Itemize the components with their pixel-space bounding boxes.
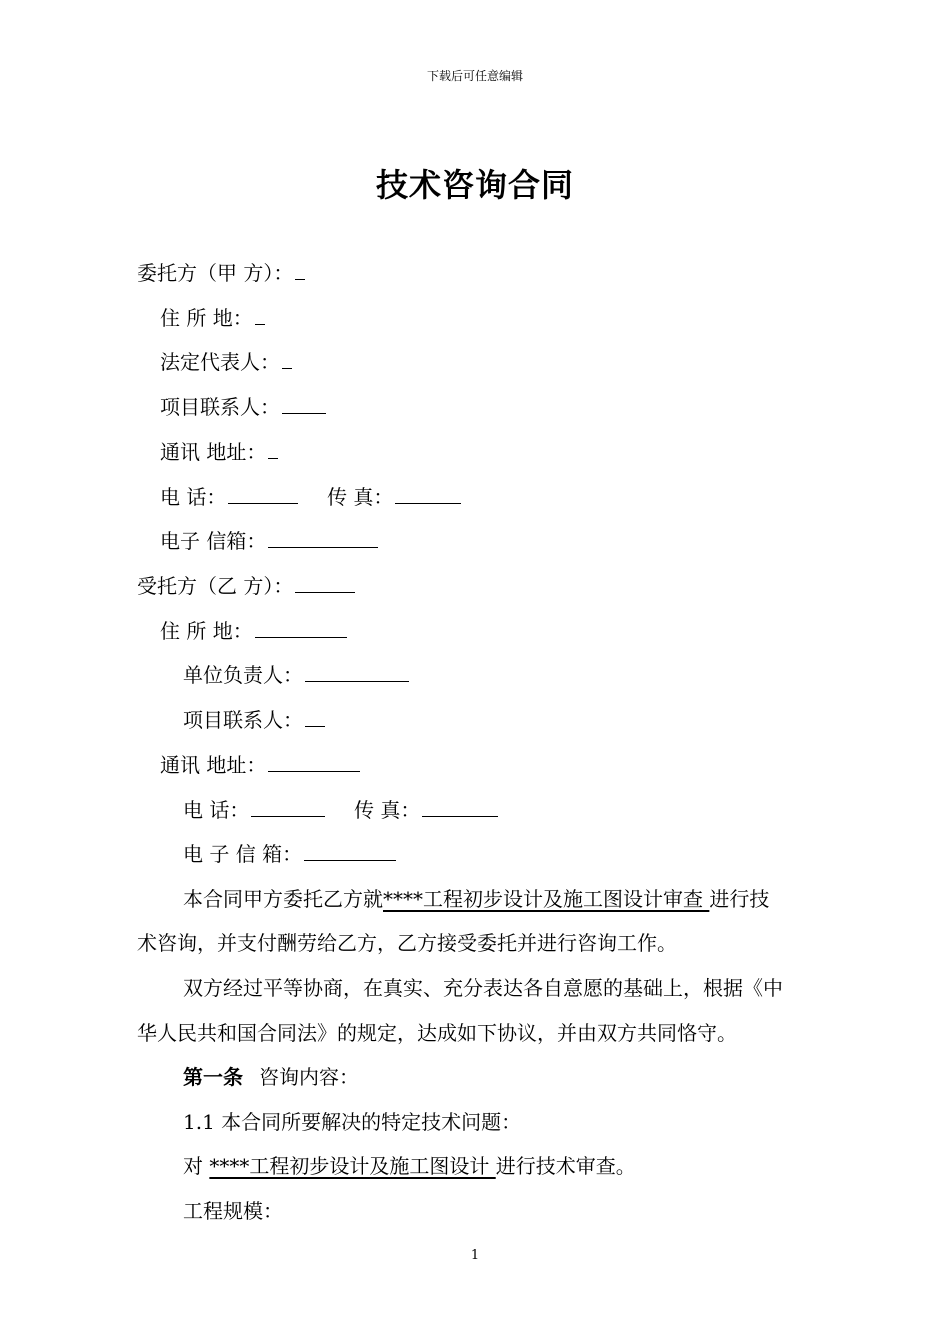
paragraph-1-prefix: 本合同甲方委托乙方就 xyxy=(183,887,383,911)
party-a-phone-blank[interactable] xyxy=(228,483,298,504)
party-b-address-blank[interactable] xyxy=(255,617,347,638)
party-a-address-label: 住 所 地： xyxy=(160,306,253,330)
scale-line: 工程规模： xyxy=(183,1199,283,1223)
party-a-address-blank[interactable] xyxy=(255,304,265,325)
party-a-phone-label: 电 话： xyxy=(160,485,227,509)
party-a-blank[interactable] xyxy=(295,259,305,280)
party-b-unit-head-line xyxy=(183,661,409,689)
party-b-line xyxy=(137,572,355,600)
party-b-address-label: 住 所 地： xyxy=(160,619,253,643)
party-b-phone-line xyxy=(183,796,498,824)
page-number: 1 xyxy=(470,1248,480,1263)
party-b-contact-blank[interactable] xyxy=(305,706,325,727)
party-a-mail-address-label: 通讯 地址： xyxy=(160,440,267,464)
paragraph-1-line-2: 术咨询，并支付酬劳给乙方，乙方接受委托并进行咨询工作。 xyxy=(137,931,677,955)
party-b-email-blank[interactable] xyxy=(304,840,396,861)
party-b-email-label: 电 子 信 箱： xyxy=(183,842,303,866)
party-a-email-blank[interactable] xyxy=(268,527,378,548)
party-b-fax-label: 传 真： xyxy=(354,798,421,822)
party-b-contact-line xyxy=(183,706,325,734)
party-a-contact-blank[interactable] xyxy=(282,393,326,414)
review-project: ****工程初步设计及施工图设计 xyxy=(209,1154,496,1178)
party-b-mail-address-blank[interactable] xyxy=(268,751,360,772)
party-a-contact-label: 项目联系人： xyxy=(160,395,280,419)
party-a-label: 委托方（甲 方）： xyxy=(137,261,294,285)
paragraph-2-line-1: 双方经过平等协商，在真实、充分表达各自意愿的基础上，根据《中 xyxy=(183,976,783,1000)
review-line xyxy=(183,1152,636,1180)
party-b-blank[interactable] xyxy=(295,572,355,593)
party-a-email-line xyxy=(160,527,378,555)
party-b-mail-address-label: 通讯 地址： xyxy=(160,753,267,777)
party-b-contact-label: 项目联系人： xyxy=(183,708,303,732)
party-b-unit-head-label: 单位负责人： xyxy=(183,663,303,687)
party-a-mail-address-blank[interactable] xyxy=(268,438,278,459)
party-b-fax-blank[interactable] xyxy=(422,796,498,817)
party-b-phone-blank[interactable] xyxy=(251,796,325,817)
party-a-phone-line xyxy=(160,483,461,511)
party-a-legal-rep-blank[interactable] xyxy=(282,348,292,369)
party-a-contact-line xyxy=(160,393,326,421)
party-b-unit-head-blank[interactable] xyxy=(305,661,409,682)
review-prefix: 对 xyxy=(183,1154,210,1178)
article-1-heading xyxy=(183,1063,359,1091)
party-a-mail-address-line xyxy=(160,438,278,466)
paragraph-1-project: ****工程初步设计及施工图设计审查 xyxy=(383,887,710,911)
party-a-legal-rep-line xyxy=(160,348,292,376)
party-b-label: 受托方（乙 方）： xyxy=(137,574,294,598)
party-a-email-label: 电子 信箱： xyxy=(160,529,267,553)
party-b-email-line xyxy=(183,840,396,868)
paragraph-2-line-2: 华人民共和国合同法》的规定，达成如下协议，并由双方共同恪守。 xyxy=(137,1021,737,1045)
party-a-line xyxy=(137,259,305,287)
party-a-fax-blank[interactable] xyxy=(395,483,461,504)
document-title: 技术咨询合同 xyxy=(375,166,574,204)
article-1-title: 咨询内容： xyxy=(259,1065,359,1089)
paragraph-1-line-1 xyxy=(183,885,769,913)
item-1-1: 1.1 本合同所要解决的特定技术问题： xyxy=(183,1110,522,1134)
article-1-label: 第一条 xyxy=(183,1065,243,1089)
party-b-address-line xyxy=(160,617,347,645)
party-a-address-line xyxy=(160,304,265,332)
party-a-legal-rep-label: 法定代表人： xyxy=(160,350,280,374)
party-b-mail-address-line xyxy=(160,751,360,779)
party-b-phone-label: 电 话： xyxy=(183,798,250,822)
page-header-note: 下载后可任意编辑 xyxy=(426,69,523,83)
party-a-fax-label: 传 真： xyxy=(327,485,394,509)
paragraph-1-suffix: 进行技 xyxy=(709,887,770,911)
review-suffix: 进行技术审查。 xyxy=(495,1154,636,1178)
